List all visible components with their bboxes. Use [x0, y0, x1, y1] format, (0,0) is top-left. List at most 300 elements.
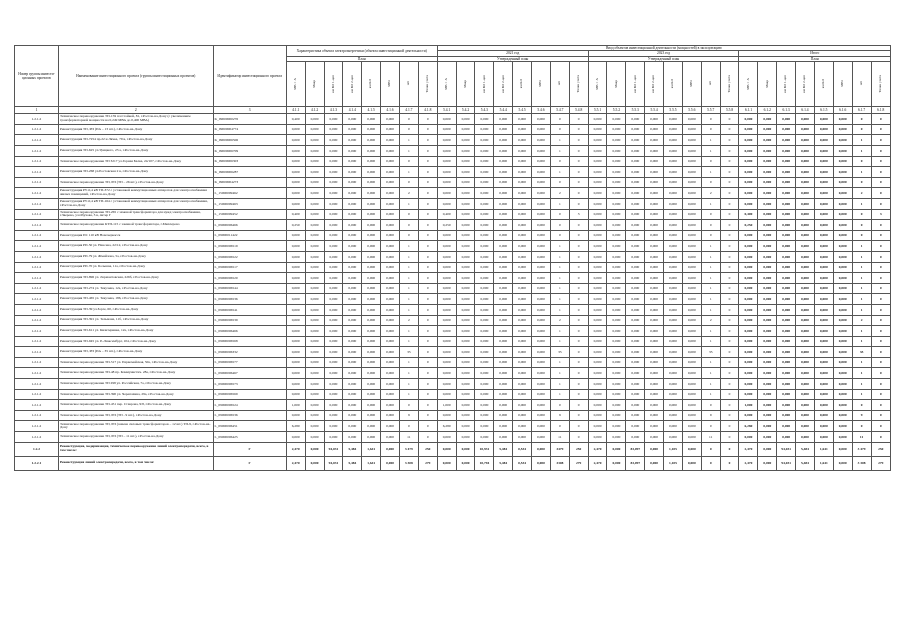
- value-cell: 0: [569, 230, 588, 241]
- column-number: 4.1.3: [324, 107, 343, 114]
- value-cell: 0,000: [475, 251, 494, 262]
- value-cell: 0,000: [758, 167, 777, 178]
- project-name-cell: Реконструкция РУ-0,4 кВ ТП-164 с установкой коммутационных аппаратов для электроснабжения, г.Ростов-на-Дону: [58, 198, 213, 209]
- value-cell: 0,000: [343, 146, 362, 157]
- value-cell: 1: [550, 241, 569, 252]
- table-row: [15, 389, 891, 400]
- value-cell: 0,000: [796, 410, 815, 421]
- value-cell: 1: [701, 251, 720, 262]
- group-number-cell: 1.2.1.2: [15, 283, 59, 294]
- value-cell: 0: [418, 400, 437, 411]
- value-cell: 0,000: [494, 379, 513, 390]
- value-cell: 0,000: [437, 389, 456, 400]
- unit-header: [607, 62, 626, 107]
- value-cell: 0,000: [494, 167, 513, 178]
- group-number-cell: 1.2.2.1: [15, 456, 59, 470]
- value-cell: 0,400: [286, 209, 305, 220]
- value-cell: 0,000: [343, 198, 362, 209]
- value-cell: 0,000: [286, 294, 305, 305]
- value-cell: 0,000: [796, 167, 815, 178]
- value-cell: 0,000: [607, 456, 626, 470]
- value-cell: 250: [569, 442, 588, 456]
- value-cell: 0: [418, 389, 437, 400]
- value-cell: 0,000: [682, 251, 701, 262]
- project-name-cell: Реконструкция ТП, РП (ПА – 13 шт.), г.Ростов-на-Дону: [58, 124, 213, 135]
- value-cell: 0,000: [532, 432, 551, 443]
- value-cell: 0: [871, 146, 891, 157]
- group-number-cell: 1.2.1.2: [15, 326, 59, 337]
- value-cell: 0,000: [664, 177, 683, 188]
- value-cell: 0,000: [532, 315, 551, 326]
- value-cell: 0,000: [645, 347, 664, 358]
- value-cell: 0,000: [286, 304, 305, 315]
- value-cell: 0,000: [664, 273, 683, 284]
- value-cell: 0: [569, 294, 588, 305]
- value-cell: 0,000: [758, 188, 777, 199]
- project-name-cell: Реконструкция ТП-465 ул. Текучева, 186, г.Ростов-на-Дону: [58, 294, 213, 305]
- value-cell: 0,000: [324, 389, 343, 400]
- value-cell: 0,000: [343, 167, 362, 178]
- value-cell: 0,000: [814, 146, 833, 157]
- value-cell: 0,000: [833, 442, 852, 456]
- value-cell: 0,250: [437, 220, 456, 231]
- value-cell: 0,000: [664, 283, 683, 294]
- value-cell: 0,000: [758, 421, 777, 432]
- value-cell: 1,641: [362, 442, 381, 456]
- value-cell: 0,000: [645, 262, 664, 273]
- value-cell: 0,000: [437, 410, 456, 421]
- value-cell: 0,000: [437, 326, 456, 337]
- value-cell: 1: [399, 336, 418, 347]
- value-cell: 1,105: [664, 456, 683, 470]
- project-id-cell: K_09000006709: [213, 146, 286, 157]
- unit-header: [739, 62, 758, 107]
- value-cell: 1: [701, 379, 720, 390]
- value-cell: 0,000: [475, 156, 494, 167]
- unit-header: [871, 62, 891, 107]
- value-cell: 0: [871, 135, 891, 146]
- unit-header-label: МВ×А: [594, 77, 599, 90]
- value-cell: 0,000: [645, 389, 664, 400]
- value-cell: 1: [399, 135, 418, 146]
- unit-header-label: км ВЛ 1-цеп: [330, 74, 335, 93]
- value-cell: 0,000: [513, 347, 532, 358]
- value-cell: 0,000: [777, 198, 796, 209]
- group-number-cell: 1.2.1.2: [15, 156, 59, 167]
- value-cell: 0,000: [362, 400, 381, 411]
- group-number-cell: 1.2.1.2: [15, 124, 59, 135]
- col-group-header: Номер группы инвести-ционных проектов: [15, 46, 59, 107]
- value-cell: 0,000: [513, 283, 532, 294]
- value-cell: 0,000: [758, 368, 777, 379]
- value-cell: 0: [720, 347, 739, 358]
- value-cell: 0,000: [362, 315, 381, 326]
- value-cell: 0,000: [626, 294, 645, 305]
- value-cell: 0,000: [739, 124, 758, 135]
- group-number-cell: 1.2.1.2: [15, 410, 59, 421]
- value-cell: 0,000: [286, 357, 305, 368]
- value-cell: 0,000: [626, 135, 645, 146]
- value-cell: 0,000: [324, 315, 343, 326]
- value-cell: 0,000: [437, 456, 456, 470]
- value-cell: 0: [569, 177, 588, 188]
- value-cell: 1: [550, 283, 569, 294]
- value-cell: 1,000: [437, 400, 456, 411]
- unit-header-label: км КЛ: [519, 78, 524, 89]
- unit-header: [437, 62, 456, 107]
- value-cell: 0,000: [626, 251, 645, 262]
- table-row: [15, 167, 891, 178]
- value-cell: 0,000: [833, 220, 852, 231]
- value-cell: 0: [550, 124, 569, 135]
- value-cell: 0,000: [437, 135, 456, 146]
- value-cell: 0,000: [796, 336, 815, 347]
- value-cell: 0,000: [739, 410, 758, 421]
- value-cell: 0,000: [739, 177, 758, 188]
- value-cell: 0: [701, 230, 720, 241]
- value-cell: 0,000: [456, 315, 475, 326]
- group-number-cell: 1.2.1.2: [15, 315, 59, 326]
- value-cell: 0,000: [796, 400, 815, 411]
- value-cell: 0,000: [682, 146, 701, 157]
- value-cell: 1: [701, 304, 720, 315]
- group-number-cell: 1.2.1.2: [15, 241, 59, 252]
- value-cell: 1: [852, 368, 871, 379]
- value-cell: 0,000: [645, 251, 664, 262]
- project-name-cell: Реконструкция ТП-945 ул. Р.-Люксембург, 104, г.Ростов-на-Дону: [58, 336, 213, 347]
- value-cell: 0,000: [626, 114, 645, 125]
- unit-header: [626, 62, 645, 107]
- value-cell: 0,000: [324, 198, 343, 209]
- unit-header-label: шт: [707, 81, 712, 86]
- value-cell: 0,000: [796, 124, 815, 135]
- value-cell: 0,000: [588, 241, 607, 252]
- value-cell: 1: [550, 198, 569, 209]
- value-cell: 0: [418, 167, 437, 178]
- value-cell: 0,000: [343, 209, 362, 220]
- value-cell: 0,000: [381, 156, 400, 167]
- value-cell: 0,000: [324, 294, 343, 305]
- value-cell: 0,000: [796, 379, 815, 390]
- value-cell: 0,000: [814, 347, 833, 358]
- value-cell: 0,000: [739, 146, 758, 157]
- value-cell: 0: [871, 156, 891, 167]
- value-cell: 1: [701, 357, 720, 368]
- value-cell: 0,000: [588, 167, 607, 178]
- project-id-cell: L_09000006541: [213, 304, 286, 315]
- value-cell: 0,000: [456, 357, 475, 368]
- value-cell: 0,000: [532, 283, 551, 294]
- value-cell: 3 479: [852, 442, 871, 456]
- value-cell: 0,000: [475, 114, 494, 125]
- value-cell: 0,000: [833, 432, 852, 443]
- project-id-cell: L_09000006517: [213, 262, 286, 273]
- value-cell: 0,000: [607, 156, 626, 167]
- value-cell: 0,000: [588, 389, 607, 400]
- value-cell: 0,000: [758, 177, 777, 188]
- value-cell: 0,000: [588, 124, 607, 135]
- value-cell: 0,000: [286, 241, 305, 252]
- value-cell: 0,000: [532, 188, 551, 199]
- value-cell: 0,000: [532, 368, 551, 379]
- group-number-cell: 1.2.1.2: [15, 421, 59, 432]
- project-name-cell: Техническое перевооружение ТП-265 с заменой трансформатора для нужд электроснабжения, г.Зверево, ул.Обухова, 3 в, литер Г: [58, 209, 213, 220]
- value-cell: 0,000: [437, 294, 456, 305]
- value-cell: 0,000: [833, 421, 852, 432]
- value-cell: 0,000: [343, 432, 362, 443]
- value-cell: 0: [701, 220, 720, 231]
- value-cell: 3 308: [852, 456, 871, 470]
- project-name-cell: Реконструкция ТП-391 ул. Тельмана, 11б, г.Ростов-на-Дону: [58, 315, 213, 326]
- value-cell: 0,000: [305, 432, 324, 443]
- value-cell: 0,000: [626, 188, 645, 199]
- value-cell: 0,000: [532, 114, 551, 125]
- column-number: 6.1.2: [758, 107, 777, 114]
- value-cell: 0,000: [475, 347, 494, 358]
- value-cell: 0: [418, 336, 437, 347]
- value-cell: 0,000: [626, 336, 645, 347]
- value-cell: 0,000: [475, 421, 494, 432]
- value-cell: 0: [418, 432, 437, 443]
- value-cell: 0,000: [532, 294, 551, 305]
- value-cell: 0,000: [758, 442, 777, 456]
- project-id-cell: Г: [213, 456, 286, 470]
- value-cell: 0: [399, 114, 418, 125]
- value-cell: 2: [399, 188, 418, 199]
- value-cell: 0: [569, 410, 588, 421]
- value-cell: 1: [399, 304, 418, 315]
- value-cell: 0: [569, 432, 588, 443]
- value-cell: 0,000: [494, 336, 513, 347]
- column-number: 3: [213, 107, 286, 114]
- value-cell: 0,000: [739, 135, 758, 146]
- value-cell: 0,000: [758, 456, 777, 470]
- value-cell: 0,000: [645, 400, 664, 411]
- table-row: [15, 135, 891, 146]
- unit-header: [852, 62, 871, 107]
- value-cell: 0,000: [833, 188, 852, 199]
- unit-header-label: МВт: [538, 80, 543, 87]
- value-cell: 1: [701, 336, 720, 347]
- value-cell: 0,000: [833, 389, 852, 400]
- value-cell: 0,000: [305, 135, 324, 146]
- value-cell: 0,000: [362, 251, 381, 262]
- value-cell: 2: [701, 315, 720, 326]
- value-cell: 0,000: [664, 220, 683, 231]
- unit-header-label: Мвар: [764, 79, 769, 88]
- value-cell: 0,000: [324, 273, 343, 284]
- value-cell: 0,000: [664, 241, 683, 252]
- value-cell: 0,000: [607, 262, 626, 273]
- value-cell: 0,000: [588, 251, 607, 262]
- value-cell: 0: [871, 251, 891, 262]
- value-cell: 0,000: [381, 188, 400, 199]
- value-cell: 1: [550, 273, 569, 284]
- value-cell: 11: [399, 432, 418, 443]
- value-cell: 0,000: [532, 230, 551, 241]
- value-cell: 0,000: [286, 410, 305, 421]
- unit-header-label: Мвар: [311, 79, 316, 88]
- column-number: 6.1.3: [777, 107, 796, 114]
- value-cell: 0,000: [796, 220, 815, 231]
- value-cell: 0,000: [777, 156, 796, 167]
- value-cell: 0,000: [814, 336, 833, 347]
- value-cell: 0,000: [381, 114, 400, 125]
- value-cell: 0,000: [286, 146, 305, 157]
- value-cell: 0,000: [532, 442, 551, 456]
- value-cell: 0,000: [777, 432, 796, 443]
- value-cell: 0,000: [513, 432, 532, 443]
- value-cell: 0: [852, 421, 871, 432]
- value-cell: 0,000: [532, 400, 551, 411]
- value-cell: 0: [418, 315, 437, 326]
- value-cell: 0,534: [513, 456, 532, 470]
- value-cell: 0,000: [437, 146, 456, 157]
- value-cell: 0,000: [814, 357, 833, 368]
- value-cell: 0,000: [456, 156, 475, 167]
- unit-header-label: Точки учета: [425, 74, 430, 93]
- itogo-header: Итого: [739, 51, 891, 56]
- value-cell: 0,000: [777, 336, 796, 347]
- value-cell: 5,484: [796, 442, 815, 456]
- project-id-cell: L_15000009452: [213, 209, 286, 220]
- value-cell: 0,000: [626, 326, 645, 337]
- value-cell: 0,000: [324, 326, 343, 337]
- value-cell: 0,000: [532, 326, 551, 337]
- value-cell: 2,470: [588, 456, 607, 470]
- value-cell: 0,000: [664, 188, 683, 199]
- value-cell: 1: [852, 262, 871, 273]
- value-cell: 0,000: [758, 273, 777, 284]
- value-cell: 0,000: [758, 209, 777, 220]
- value-cell: 0,000: [739, 368, 758, 379]
- value-cell: 0,000: [833, 273, 852, 284]
- value-cell: 0,000: [682, 442, 701, 456]
- value-cell: 0,000: [475, 357, 494, 368]
- value-cell: 0,000: [362, 326, 381, 337]
- value-cell: 0,000: [739, 389, 758, 400]
- value-cell: 11: [852, 432, 871, 443]
- value-cell: 0,000: [305, 357, 324, 368]
- value-cell: 0,000: [682, 177, 701, 188]
- value-cell: 0,000: [833, 230, 852, 241]
- unit-header: [324, 62, 343, 107]
- value-cell: 0: [569, 220, 588, 231]
- unit-header-label: км КЛ: [821, 78, 826, 89]
- value-cell: 0: [418, 304, 437, 315]
- value-cell: 0,000: [664, 114, 683, 125]
- value-cell: 2,470: [286, 442, 305, 456]
- group-number-cell: 1.2.1.2: [15, 230, 59, 241]
- value-cell: 0: [418, 135, 437, 146]
- value-cell: 0,000: [588, 357, 607, 368]
- value-cell: 2: [550, 188, 569, 199]
- value-cell: 0,000: [814, 368, 833, 379]
- value-cell: 0,000: [437, 432, 456, 443]
- value-cell: 0: [418, 421, 437, 432]
- column-number: 4.1.4: [343, 107, 362, 114]
- value-cell: 0,000: [343, 389, 362, 400]
- value-cell: 0,000: [437, 114, 456, 125]
- value-cell: 0,000: [362, 421, 381, 432]
- value-cell: 1: [852, 251, 871, 262]
- value-cell: 0,000: [777, 315, 796, 326]
- value-cell: 0,000: [286, 156, 305, 167]
- value-cell: 0,000: [739, 347, 758, 358]
- table-row: [15, 177, 891, 188]
- value-cell: 0,000: [437, 273, 456, 284]
- value-cell: 1: [852, 167, 871, 178]
- value-cell: 0,000: [645, 283, 664, 294]
- group-number-cell: 1.2.1.2: [15, 273, 59, 284]
- value-cell: 0: [720, 262, 739, 273]
- value-cell: 0,000: [475, 230, 494, 241]
- value-cell: 0,000: [475, 124, 494, 135]
- value-cell: 0,000: [626, 389, 645, 400]
- project-id-cell: L_09000006568: [213, 336, 286, 347]
- value-cell: 0,000: [833, 347, 852, 358]
- table-row: [15, 400, 891, 411]
- value-cell: 0,000: [494, 273, 513, 284]
- value-cell: 0,000: [739, 357, 758, 368]
- value-cell: 0: [720, 336, 739, 347]
- value-cell: 0,000: [777, 347, 796, 358]
- value-cell: 0,000: [588, 283, 607, 294]
- value-cell: 0,000: [588, 114, 607, 125]
- value-cell: 0,000: [305, 283, 324, 294]
- unit-header: [814, 62, 833, 107]
- value-cell: 0,000: [343, 114, 362, 125]
- value-cell: 0,000: [796, 347, 815, 358]
- value-cell: 0,000: [324, 124, 343, 135]
- value-cell: 0,000: [513, 294, 532, 305]
- value-cell: 0,000: [607, 389, 626, 400]
- value-cell: 3479: [550, 442, 569, 456]
- value-cell: 0,000: [343, 294, 362, 305]
- value-cell: 0,000: [626, 230, 645, 241]
- value-cell: 0,000: [588, 400, 607, 411]
- value-cell: 0: [720, 114, 739, 125]
- value-cell: 1: [701, 146, 720, 157]
- value-cell: 0,000: [343, 177, 362, 188]
- value-cell: 0,000: [381, 251, 400, 262]
- value-cell: 0: [871, 336, 891, 347]
- value-cell: 250: [871, 442, 891, 456]
- project-name-cell: Реконструкция ТП, РП (ПА – 35 шт.), г.Ростов-на-Дону: [58, 347, 213, 358]
- value-cell: 0,000: [607, 336, 626, 347]
- value-cell: 0,000: [682, 315, 701, 326]
- unit-header: [777, 62, 796, 107]
- value-cell: 0,000: [588, 230, 607, 241]
- project-id-cell: L_09000006544: [213, 283, 286, 294]
- column-number: 4.1.7: [399, 107, 418, 114]
- value-cell: 0,000: [513, 146, 532, 157]
- value-cell: 0,000: [758, 432, 777, 443]
- value-cell: 0,000: [814, 230, 833, 241]
- value-cell: 0: [418, 188, 437, 199]
- value-cell: 1: [852, 336, 871, 347]
- group-number-cell: 1.2.1.2: [15, 379, 59, 390]
- value-cell: 0,000: [833, 251, 852, 262]
- value-cell: 0,000: [494, 262, 513, 273]
- value-cell: 35: [701, 347, 720, 358]
- value-cell: 0,000: [796, 135, 815, 146]
- unit-header-label: Точки учета: [878, 74, 883, 93]
- value-cell: 0,000: [607, 114, 626, 125]
- unit-header-label: шт: [858, 81, 863, 86]
- value-cell: 0,000: [324, 400, 343, 411]
- value-cell: 0,000: [456, 114, 475, 125]
